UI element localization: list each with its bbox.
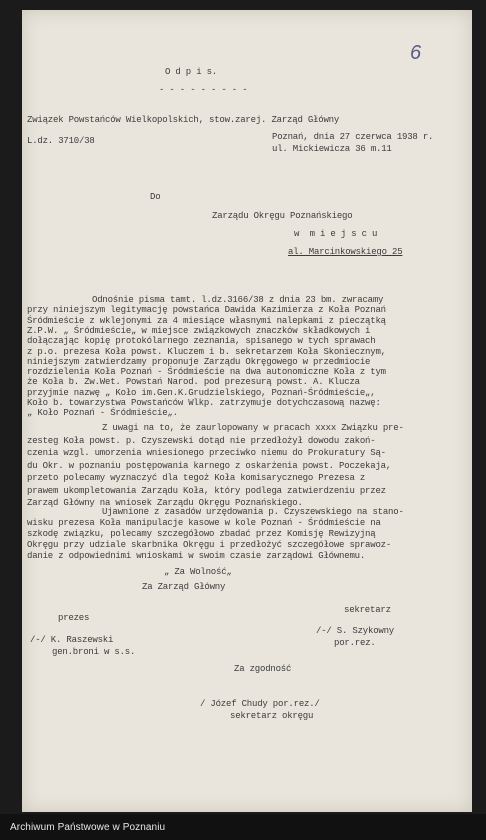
street-address: ul. Mickiewicza 36 m.11 — [272, 144, 392, 154]
for-board: Za Zarząd Główny — [142, 582, 226, 592]
to-label: Do — [150, 192, 161, 202]
place-date: Poznań, dnia 27 czerwca 1938 r. — [272, 132, 434, 142]
paragraph-line: niniejszym zatwierdzamy proponuje Zarządu Okręgowego w przedmiocie — [27, 357, 371, 367]
paragraph-line: przy niniejszym legitymację powstańca Dawida Kazimierza z Koła Poznań — [27, 305, 386, 315]
paragraph-line: szkodę związku, polecamy szczegółowo zbadać przez Komisję Rewizyjną — [27, 529, 376, 539]
paragraph-line: Koło b. towarzystwa Powstańców Wlkp. zatrzymuje dotychczasową nazwę: — [27, 398, 381, 408]
paragraph-line: Śródmieście z wklejonymi za 4 miesiące własnymi nalepkami z pieczątką — [27, 316, 386, 326]
sender: Związek Powstańców Wielkopolskich, stow.zarej. Zarząd Główny — [27, 115, 340, 125]
paragraph-line: przeto polecamy wyznaczyć dla tegoż Koła komisarycznego Prezesa z — [27, 473, 366, 483]
paragraph-line: wisku prezesa Koła manipulacje kasowe w kole Poznań - Śródmieście na — [27, 518, 381, 528]
chairman-name: /-/ K. Raszewski — [30, 635, 114, 645]
document-page — [22, 10, 472, 812]
archive-label: Archiwum Państwowe w Poznaniu — [10, 822, 166, 833]
paragraph-line: du Okr. w poznaniu postępowania karnego z oskarżenia powst. Poczekaja, — [27, 461, 392, 471]
paragraph-line: Z uwagi na to, że zaurlopowany w pracach xxxx Związku pre- — [102, 423, 404, 433]
chairman-title: prezes — [58, 613, 90, 623]
paragraph-line: Ujawnione z zasadów urzędowania p. Czyszewskiego na stano- — [102, 507, 404, 517]
chairman-rank: gen.broni w s.s. — [52, 647, 136, 657]
recipient-place: w m i e j s c u — [294, 229, 378, 239]
paragraph-line: przyjmie nazwę „ Koło im.Gen.K.Grudzielskiego, Poznań-Śródmieście„, — [27, 388, 376, 398]
paragraph-line: danie z odpowiednimi wnioskami w swoim czasie zarządowi Głównemu. — [27, 551, 366, 561]
certifier: / Józef Chudy por.rez./ — [200, 699, 320, 709]
paragraph-line: rozdzielenia Koła Poznań - Śródmieście na dwa autonomiczne Koła z tym — [27, 367, 386, 377]
heading: O d p i s. — [165, 67, 218, 77]
paragraph-line: „ Koło Poznań - Śródmieście„. — [27, 408, 178, 418]
heading-rule: - - - - - - - - - — [159, 85, 248, 95]
paragraph-line: zesteg Koła powst. p. Czyszewski dotąd nie przedłożył dowodu zakoń- — [27, 436, 376, 446]
page-number: 6 — [410, 42, 422, 64]
recipient-address: al. Marcinkowskiego 25 — [288, 247, 403, 257]
paragraph-line: Z.P.W. „ Śródmieście„ w miejsce związkowych znaczków składkowych i — [27, 326, 371, 336]
certifier-role: sekretarz okręgu — [230, 711, 314, 721]
paragraph-line: z p.o. prezesa Koła powst. Kluczem i b. sekretarzem Koła Skoniecznym, — [27, 347, 386, 357]
paragraph-line: Okręgu przy udziale skarbnika Okręgu i przedłożyć szczegółowe sprawoz- — [27, 540, 392, 550]
recipient: Zarządu Okręgu Poznańskiego — [212, 211, 353, 221]
reference-number: L.dz. 3710/38 — [27, 136, 95, 146]
secretary-name: /-/ S. Szykowny — [316, 626, 395, 636]
paragraph-line: prawem ukompletowania Zarządu Koła, który podlega zatwierdzeniu przez — [27, 486, 386, 496]
paragraph-line: Odnośnie pisma tamt. l.dz.3166/38 z dnia 23 bm. zwracamy — [92, 295, 384, 305]
paragraph-line: dołączając kopię protokólarnego zeznania, spisanego w tych sprawach — [27, 336, 376, 346]
paragraph-line: Zarząd Główny na wniosek Zarządu Okręgu Poznańskiego. — [27, 498, 303, 508]
paragraph-line: że Koła b. Zw.Wet. Powstań Narod. pod prezesurą powst. A. Klucza — [27, 377, 360, 387]
secretary-rank: por.rez. — [334, 638, 376, 648]
salutation: „ Za Wolność„ — [164, 567, 232, 577]
archive-footer — [0, 814, 486, 840]
secretary-title: sekretarz — [344, 605, 391, 615]
conformity: Za zgodność — [234, 664, 292, 674]
paragraph-line: czenia wzgl. umorzenia wniesionego przeciwko niemu do Prokuratury Są- — [27, 448, 386, 458]
